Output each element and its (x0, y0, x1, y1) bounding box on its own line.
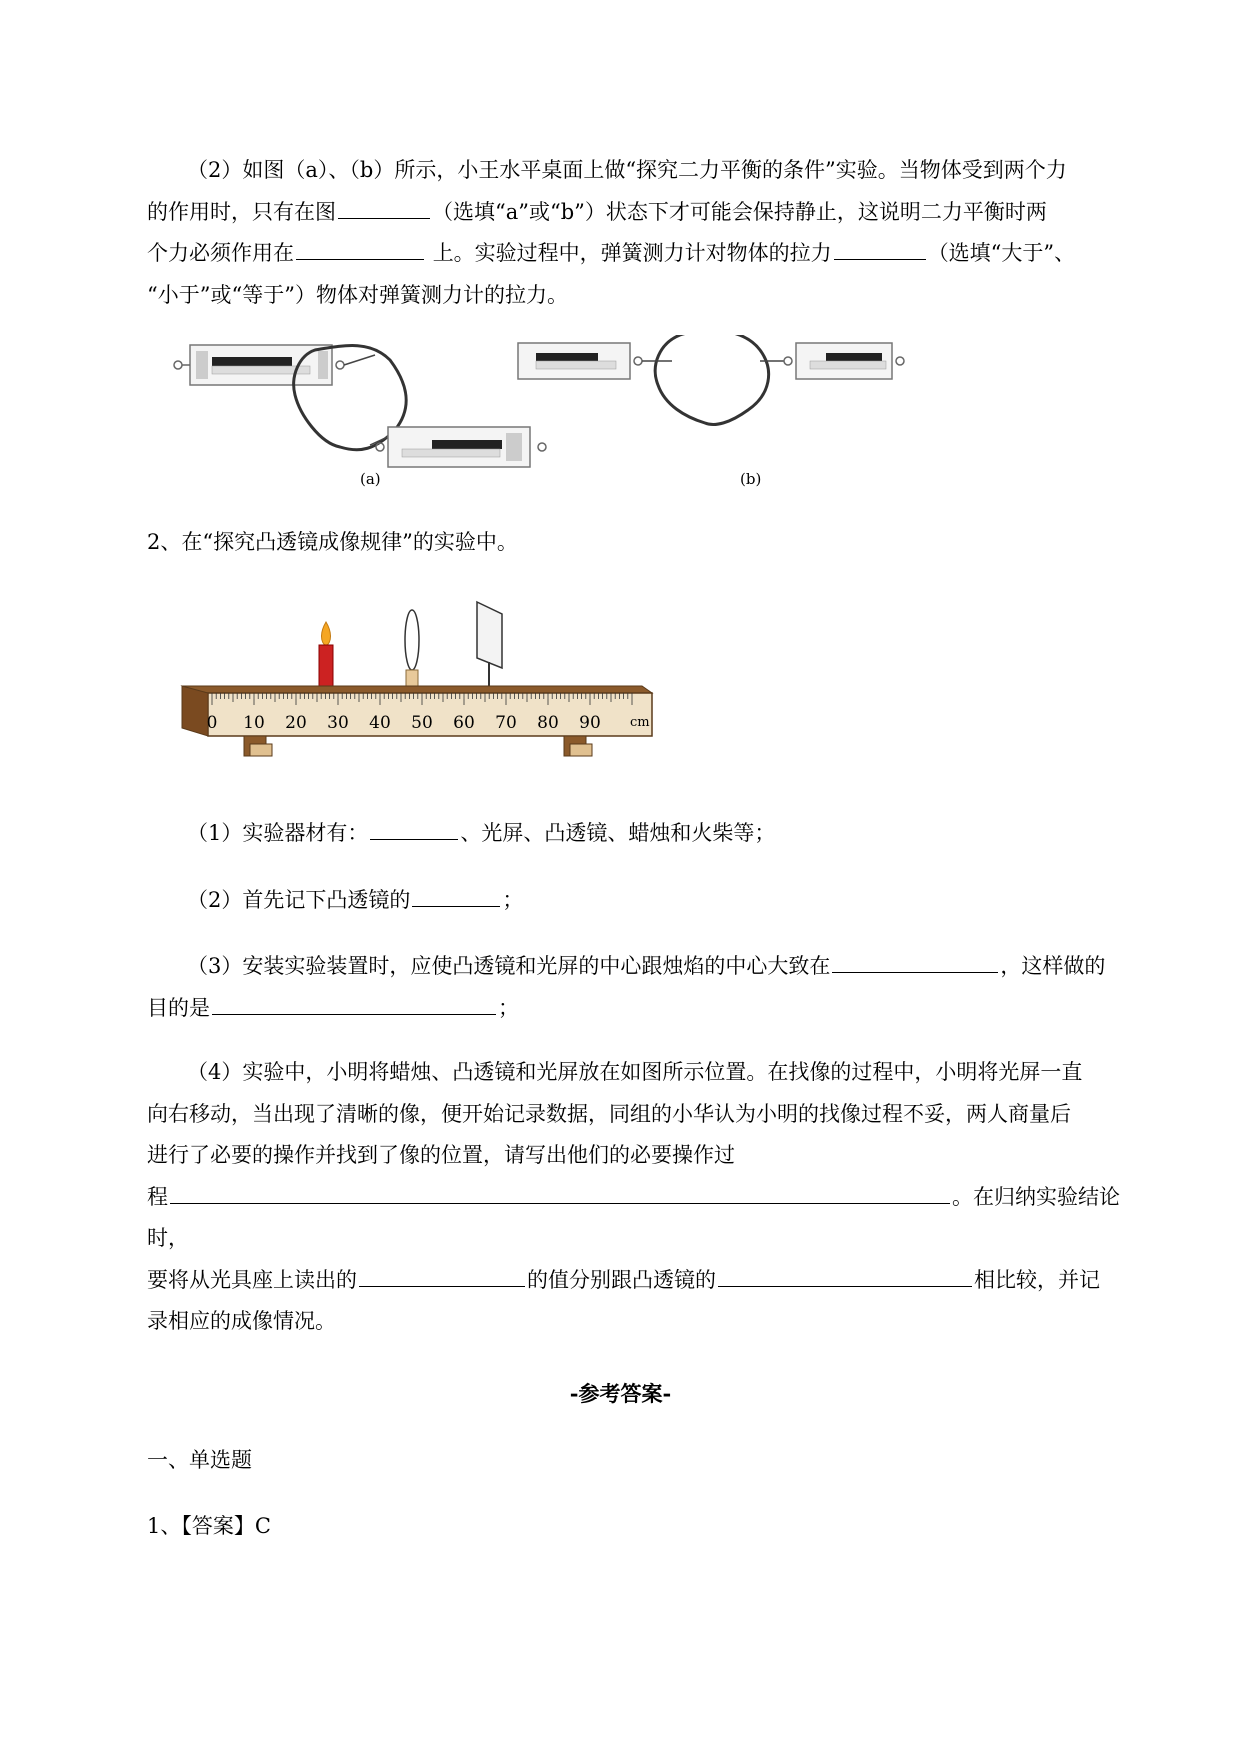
answer-blank[interactable] (296, 237, 424, 260)
line (147, 150, 1161, 192)
bench-tick-label: 20 (285, 713, 307, 733)
bench-unit-label: cm (630, 715, 650, 730)
convex-lens (405, 610, 419, 670)
text: 向右移动，当出现了清晰的像，便开始记录数据，同组的小华认为小明的找像过程不妥，两人商量后 (147, 1101, 1071, 1126)
text: （2）如图（a）、（b）所示，小王水平桌面上做“探究二力平衡的条件”实验。当物体受到两个力 (187, 158, 1067, 182)
spring-scale-a-right (376, 427, 546, 467)
answer-blank[interactable] (832, 950, 998, 973)
bench-tick-label: 70 (495, 713, 517, 733)
line (147, 233, 1161, 275)
bench-top (182, 686, 652, 693)
line (147, 275, 1161, 317)
text: 目的是 (147, 995, 210, 1020)
section-heading (147, 1440, 1161, 1482)
bench-tick-label: 0 (206, 713, 218, 733)
line (147, 1260, 1161, 1302)
text: “小于”或“等于”）物体对弹簧测力计的拉力。 (147, 282, 568, 307)
question-2-title (147, 522, 1161, 564)
bench-tick-label: 30 (327, 713, 349, 733)
bench-tick-label: 90 (579, 713, 601, 733)
text: 。在归纳实验结论时， (147, 1184, 1120, 1250)
text: 个力必须作用在 (147, 241, 294, 265)
text: 1、【答案】C (147, 1514, 271, 1538)
line (147, 988, 1161, 1030)
answer-blank[interactable] (834, 237, 926, 260)
item-4 (147, 1052, 1161, 1343)
line (147, 946, 1161, 988)
bench-tick-label: 50 (411, 713, 433, 733)
text: 要将从光具座上读出的 (147, 1267, 357, 1292)
answers-header: -参考答案- (569, 1381, 672, 1406)
line (147, 1301, 1161, 1343)
text: 的作用时，只有在图 (147, 199, 336, 224)
text: 、光屏、凸透镜、蜡烛和火柴等； (460, 821, 776, 845)
text: 上。实验过程中，弹簧测力计对物体的拉力 (432, 241, 832, 265)
answer-blank[interactable] (212, 992, 496, 1015)
text: （1）实验器材有： (187, 821, 369, 845)
candle (319, 645, 333, 687)
string-loop-b (655, 335, 768, 424)
text: ，这样做的 (1000, 954, 1106, 978)
answer-blank[interactable] (370, 817, 458, 840)
line (147, 192, 1161, 234)
question-2-2-text (147, 150, 1161, 316)
text: 程 (147, 1184, 168, 1209)
text: 2、在“探究凸透镜成像规律”的实验中。 (147, 530, 518, 554)
answer-blank[interactable] (170, 1181, 950, 1204)
answer-blank[interactable] (338, 196, 430, 219)
text: （2）首先记下凸透镜的 (187, 888, 411, 912)
text: （3）安装实验装置时，应使凸透镜和光屏的中心跟烛焰的中心大致在 (187, 954, 831, 978)
text: ； (502, 888, 524, 912)
light-screen (477, 602, 502, 668)
text: 的值分别跟凸透镜的 (527, 1267, 716, 1292)
answer-blank[interactable] (359, 1264, 525, 1287)
bench-tick-label: 80 (537, 713, 559, 733)
answer-blank[interactable] (718, 1264, 972, 1287)
figure-label-b-text: (b) (740, 470, 762, 488)
text: 进行了必要的操作并找到了像的位置，请写出他们的必要操作过 (147, 1143, 735, 1167)
spring-balance-figure (170, 335, 990, 495)
answer-1 (147, 1506, 1161, 1548)
line (147, 1094, 1161, 1136)
spring-scale-b-left (518, 343, 642, 379)
bench-tick-label: 40 (369, 713, 391, 733)
spring-scale-b-right (784, 343, 904, 379)
figure-label-a-text: (a) (360, 470, 381, 488)
text: （选填“a”或“b”）状态下才可能会保持静止，这说明二力平衡时两 (432, 199, 1047, 224)
bench-tick-label: 10 (243, 713, 265, 733)
optical-bench-figure (172, 600, 662, 770)
text: 录相应的成像情况。 (147, 1309, 336, 1333)
text: 一、单选题 (147, 1448, 252, 1472)
line (147, 1135, 1161, 1177)
item-3 (147, 946, 1161, 1029)
item-1 (147, 813, 1161, 855)
item-2 (147, 880, 1161, 922)
bench-tick-label: 60 (453, 713, 475, 733)
answer-blank[interactable] (412, 884, 500, 907)
line (147, 1052, 1161, 1094)
candle-flame (322, 622, 331, 646)
text: ； (498, 995, 519, 1020)
line (147, 1177, 1161, 1260)
text: 相比较，并记 (974, 1267, 1100, 1292)
text: （选填“大于”、 (927, 241, 1076, 265)
spring-scale-a-left (174, 345, 344, 385)
text: （4）实验中，小明将蜡烛、凸透镜和光屏放在如图所示位置。在找像的过程中，小明将光屏一直 (187, 1060, 1083, 1084)
